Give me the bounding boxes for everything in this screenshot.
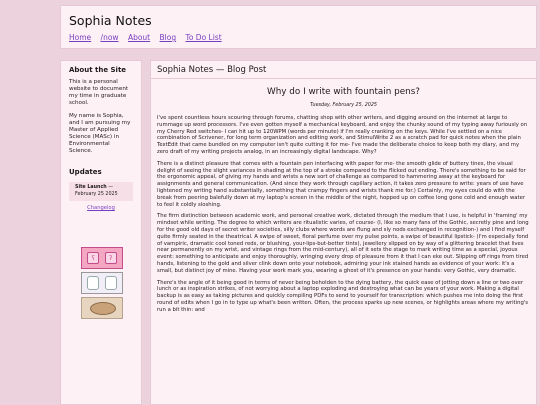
ghost-icon [105, 276, 117, 290]
ghost-icon [87, 276, 99, 290]
post-paragraph: There's the angle of it being good in terms of never being beholden to the dying battery, the quick ease of jotting down a line or two over lunch or as inspiration strikes, of not worrying about a laptop exploding and destroying what can be years of your work. Making a digital backup is as easy as taking pictures and quickly compiling PDFs to send to yourself for transcription: which pushes me into doing the first round of edits when I go in to type up what's been written. Often, the process sparks up new scenes, or highlights areas where my writing's run a bit thin: and [157, 279, 529, 313]
update-item-separator: — [108, 185, 114, 190]
post-paragraph: The firm distinction between academic work, and personal creative work, dictated through the medium that I use, is helpful in 'framing' my mindset while writing. The degree to which writers are ritualistic varies, of course- (I, like so many fans of the Gothic, secretly pine and long for the good old days of secret writer societies, silly clubs where words are flung and sly nods exchanged in recognition-) and I find myself quite firmly seated in the theatrical. A swipe of sweet, floral perfume over my pulse points, a swipe of beautiful lipstick- (I'm especially fond of vampiric, dramatic cool toned reds, or blushing, your-lips-but-better tints), jewellery slipped on by way of a glittering bracelet that lives near permanently on my wrist, and vintage rings from the mid-century), all of it sets the stage to mark writing time as a special, joyous event: something to anticipate and enjoy thoroughly, wringing every drop of pleasure from it that I can eke out. Slipping off rings from tired hands, listening to the gold and silver clink down onto your notebook, admiring your ink stained hands as evidence of your work: it's a small, but distinct joy of mine. Having your work mark you, wearing a ghost of it's presence on your hands: very Gothic, very dramatic. [157, 213, 529, 274]
dog-badge[interactable] [81, 297, 123, 319]
update-item [69, 182, 133, 201]
main-nav [69, 33, 229, 42]
post-title: Why do I write with fountain pens? [267, 87, 420, 97]
ghost-badge[interactable] [81, 272, 123, 294]
sanrio-badge[interactable] [81, 247, 123, 269]
badge-stack [81, 247, 123, 322]
post-body [151, 115, 536, 314]
nav-about-link[interactable]: About [127, 33, 151, 42]
nav-now-link[interactable]: /now [100, 33, 119, 42]
changelog-link[interactable]: Changelog [87, 205, 115, 211]
updates-heading: Updates [69, 168, 102, 176]
blog-post-panel [150, 60, 537, 405]
bunny-icon: ʔ [105, 252, 117, 264]
about-text-1: This is a personal website to document my time in graduate school. [69, 79, 129, 106]
post-paragraph: I've spent countless hours scouring through forums, chatting shop with other writers, and digging around on the internet at large to rummage up word processors. I've even gotten myself a mechanical keyboard, and enjoy the chunky sound of my typing away furiously on my Cherry Red switches- I can hit up to 120WPM (words per minute) if I'm really cranking on the keys. While I've settled on a nice combination of Scrivener, for long term organization and editing work, and StimulWrite 2 as a scratch pad for quick notes when the plain TextEdit that came bundled on my computer isn't quite cutting it for me- I've made the deliberate choice to keep both my diary, and my zero draft of my writing projects analog, in an increasingly digital landscape. Why? [157, 115, 528, 155]
nav-blog-link[interactable]: Blog [159, 33, 177, 42]
nav-todo-link[interactable]: To Do List [185, 33, 222, 42]
about-text-2: My name is Sophia, and I am pursuing my Master of Applied Science (MASc) in Environmental Science. [69, 113, 131, 154]
about-heading: About the Site [69, 66, 127, 74]
post-date: Tuesday, February 25, 2025 [310, 103, 377, 108]
update-item-title: Site Launch [75, 185, 107, 190]
nav-home-link[interactable]: Home [69, 33, 92, 42]
update-item-date: February 25 2025 [75, 191, 118, 197]
sidebar [60, 60, 142, 405]
bunny-icon: ʕ [87, 252, 99, 264]
page-heading: Sophia Notes — Blog Post [151, 61, 536, 79]
site-title[interactable]: Sophia Notes [69, 13, 152, 28]
post-paragraph: There is a distinct pleasure that comes with a fountain pen interfacing with paper for me- the smooth glide of buttery tines, the visual delight of seeing the slight variances in shading at the top of a stroke compared to the flicked out ending. There's something to be said for the ergonomic appeal, of giving my hands and wrists a new sort of challenge as compared to hammering away at the keyboard for assignments and general communication. (And since they work through capillary action, it takes zero pressure to write: years of use have lightened my writing hand substantially, something that crampy fingers and wrists thank me for.) Certainly, my eyes could do with the break from peering balefully down at my laptop's screen in the middle of the night, hopped up on coffee long gone cold and enough water to feel it coldly sloshing. [157, 160, 526, 208]
site-header [60, 5, 537, 49]
dog-icon [90, 302, 116, 315]
